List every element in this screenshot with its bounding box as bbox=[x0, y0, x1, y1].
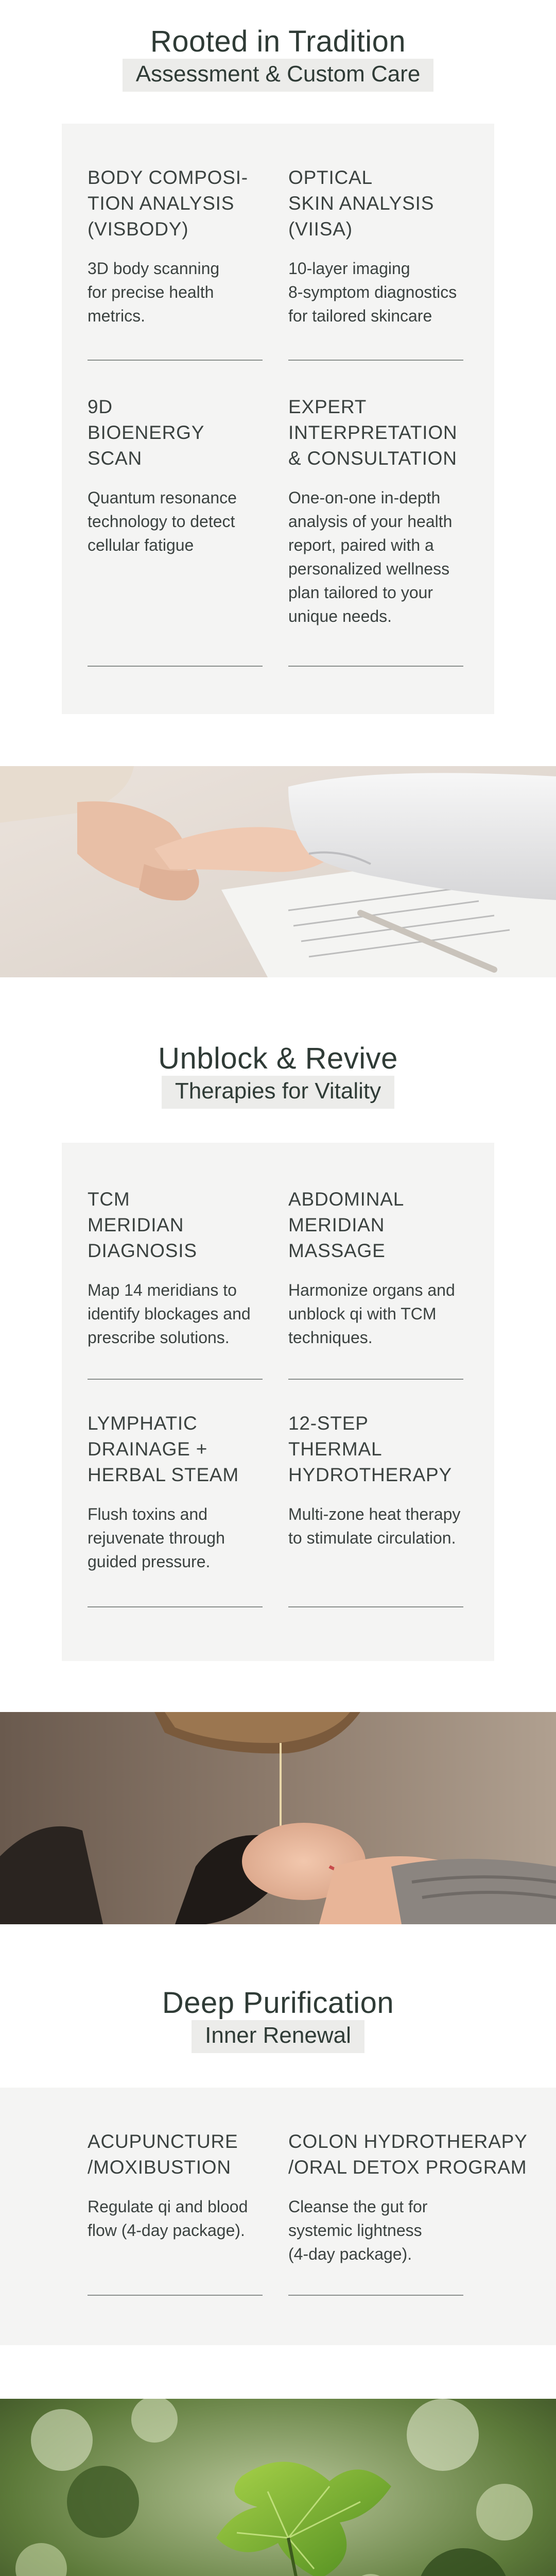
section-title: Unblock & Revive bbox=[158, 1042, 398, 1075]
item-description: Quantum resonance technology to detect cellular fatigue bbox=[88, 488, 237, 554]
item-divider bbox=[288, 2295, 463, 2296]
item-title: OPTICAL SKIN ANALYSIS (VIISA) bbox=[288, 167, 435, 240]
item-description: Flush toxins and rejuvenate through guided pressure. bbox=[88, 1505, 225, 1571]
item-description: Cleanse the gut for systemic lightness (4-day package). bbox=[288, 2197, 428, 2263]
item-title: LYMPHATIC DRAINAGE + HERBAL STEAM bbox=[88, 1413, 239, 1485]
list-item bbox=[288, 394, 463, 628]
section-title: Deep Purification bbox=[162, 1986, 394, 2020]
item-description: Harmonize organs and unblock qi with TCM techniques. bbox=[288, 1281, 455, 1347]
item-divider bbox=[88, 666, 263, 667]
section-title: Rooted in Tradition bbox=[150, 25, 406, 58]
item-title: COLON HYDROTHERAPY /ORAL DETOX PROGRAM bbox=[288, 2131, 528, 2178]
therapies-card bbox=[62, 1143, 494, 1661]
item-divider bbox=[88, 360, 263, 361]
section-heading-purification bbox=[0, 1985, 556, 2053]
purification-card bbox=[0, 2088, 556, 2345]
green-leaves-photo bbox=[0, 2399, 556, 2576]
green-leaves-image bbox=[0, 2399, 556, 2576]
item-description: 10-layer imaging 8-symptom diagnostics for tailored skincare bbox=[288, 259, 457, 325]
item-divider bbox=[88, 1379, 263, 1380]
item-title: 12-STEP THERMAL HYDROTHERAPY bbox=[288, 1413, 452, 1485]
item-divider bbox=[88, 2295, 263, 2296]
list-item bbox=[88, 1411, 263, 1573]
section-subtitle: Therapies for Vitality bbox=[162, 1076, 394, 1109]
list-item bbox=[88, 2129, 273, 2242]
section-heading-tradition bbox=[0, 24, 556, 92]
list-item bbox=[288, 1411, 463, 1550]
list-item bbox=[288, 165, 463, 328]
list-item bbox=[288, 1187, 463, 1349]
item-divider bbox=[288, 1379, 463, 1380]
item-divider bbox=[88, 1606, 263, 1607]
item-description: Map 14 meridians to identify blockages and prescribe solutions. bbox=[88, 1281, 251, 1347]
item-title: TCM MERIDIAN DIAGNOSIS bbox=[88, 1189, 197, 1261]
oil-therapy-photo bbox=[0, 1712, 556, 1924]
pulse-diagnosis-photo bbox=[0, 766, 556, 977]
list-item bbox=[88, 394, 263, 557]
item-description: Regulate qi and blood flow (4-day package). bbox=[88, 2197, 248, 2240]
list-item bbox=[88, 1187, 263, 1349]
item-title: EXPERT INTERPRETATION & CONSULTATION bbox=[288, 396, 458, 469]
oil-therapy-image bbox=[0, 1712, 556, 1924]
item-title: ACUPUNCTURE /MOXIBUSTION bbox=[88, 2131, 238, 2178]
item-title: ABDOMINAL MERIDIAN MASSAGE bbox=[288, 1189, 405, 1261]
pulse-diagnosis-image bbox=[0, 766, 556, 977]
item-divider bbox=[288, 1606, 463, 1607]
list-item bbox=[288, 2129, 535, 2266]
list-item bbox=[88, 165, 263, 328]
item-description: Multi-zone heat therapy to stimulate circulation. bbox=[288, 1505, 461, 1547]
section-heading-revive bbox=[0, 1041, 556, 1109]
assessment-card bbox=[62, 124, 494, 714]
item-title: 9D BIOENERGY SCAN bbox=[88, 396, 205, 469]
section-subtitle: Inner Renewal bbox=[192, 2020, 364, 2053]
item-description: One-on-one in-depth analysis of your health report, paired with a personalized wellness plan tailored to your unique needs. bbox=[288, 488, 453, 625]
item-divider bbox=[288, 360, 463, 361]
item-description: 3D body scanning for precise health metrics. bbox=[88, 259, 220, 325]
item-title: BODY COMPOSI- TION ANALYSIS (VISBODY) bbox=[88, 167, 248, 240]
section-subtitle: Assessment & Custom Care bbox=[123, 59, 434, 92]
item-divider bbox=[288, 666, 463, 667]
